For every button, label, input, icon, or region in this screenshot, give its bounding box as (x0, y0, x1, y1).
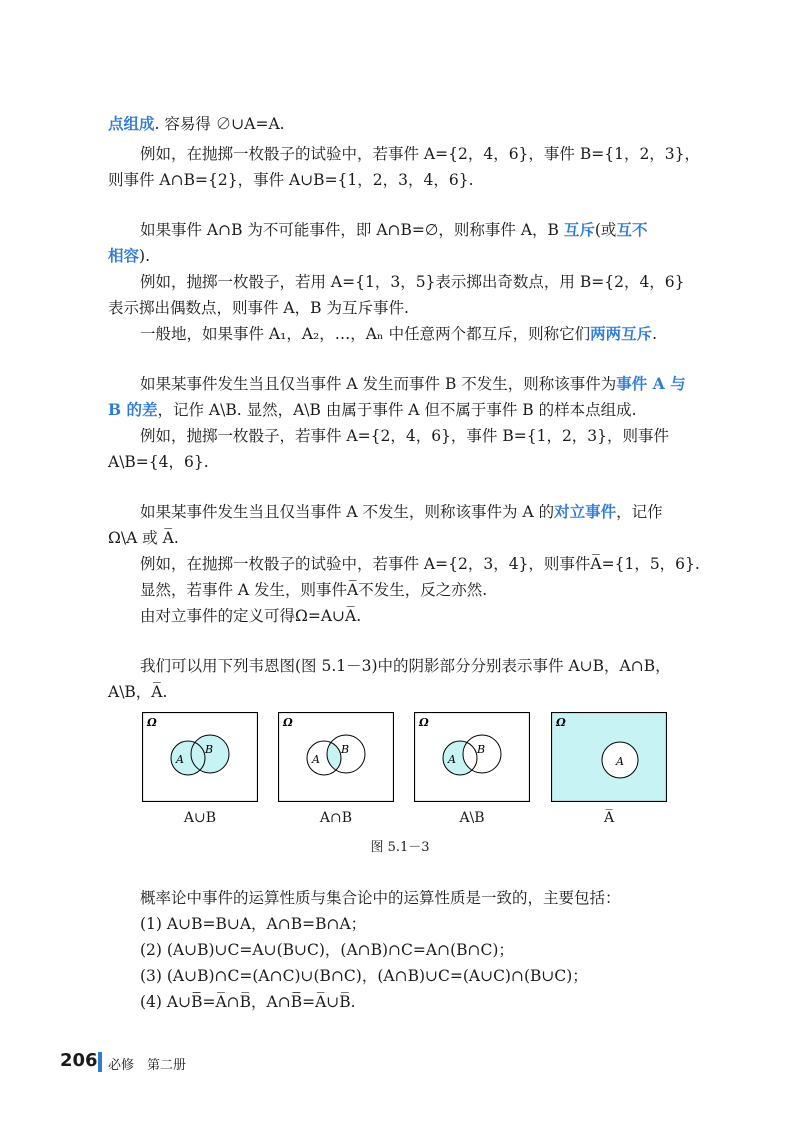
set-a-label: A (616, 755, 624, 768)
text-line (108, 112, 708, 134)
text-line: 例如，抛掷一枚骰子，若事件 A={2，4，6}，事件 B={1，2，3}，则事件 (140, 427, 670, 445)
text-span: 如果某事件发生当且仅当事件 A 不发生，则称该事件为 A 的 (140, 503, 555, 521)
venn-label-complement: A̅ (603, 810, 615, 826)
figure-caption: 图 5.1－3 (370, 840, 430, 855)
venn-difference (414, 712, 530, 802)
text-line: A\B，A̅. (108, 683, 168, 701)
text-line: 由对立事件的定义可得Ω=A∪A̅. (140, 607, 362, 625)
text-span: 如果某事件发生当且仅当事件 A 发生而事件 B 不发生，则称该事件为 (140, 375, 617, 393)
term-highlight: 对立事件 (554, 502, 617, 521)
text-span: . 容易得 ∅∪A=A. (154, 115, 285, 133)
set-a-label: A (176, 753, 184, 766)
text-span: ，记作 (616, 503, 663, 521)
venn-label-intersection: A∩B (319, 810, 353, 826)
text-span: (或 (594, 221, 617, 239)
venn-label-difference: A\B (459, 810, 485, 826)
text-span: 如果事件 A∩B 为不可能事件，即 A∩B=∅，则称事件 A，B (140, 221, 564, 239)
text-line (140, 322, 740, 344)
term-highlight: 两两互斥 (590, 324, 653, 343)
venn-union (142, 712, 258, 802)
property-2: (2) (A∪B)∪C=A∪(B∪C)，(A∩B)∩C=A∩(B∩C)； (140, 941, 514, 959)
set-b-label: B (477, 743, 486, 756)
property-1: (1) A∪B=B∪A，A∩B=B∩A； (140, 915, 367, 933)
omega-label: Ω (147, 716, 157, 729)
term-highlight: 相容 (108, 246, 140, 265)
text-line (140, 372, 740, 394)
omega-label: Ω (283, 716, 293, 729)
term-highlight: B 的差 (108, 400, 158, 419)
text-line: 例如，抛掷一枚骰子，若用 A={1，3，5}表示掷出奇数点，用 B={2，4，6} (140, 273, 685, 291)
page-number-bar (98, 1052, 102, 1072)
set-a-label: A (448, 753, 456, 766)
text-line: A\B={4，6}. (108, 453, 209, 471)
term-highlight: 点组成 (108, 114, 155, 133)
text-line: 例如，在抛掷一枚骰子的试验中，若事件 A={2，4，6}，事件 B={1，2，3}， (140, 145, 701, 163)
book-title: 必修 第二册 (108, 1058, 187, 1073)
term-highlight: 互斥 (563, 220, 595, 239)
text-line (140, 218, 740, 240)
venn-label-union: A∪B (183, 810, 217, 826)
text-line: 例如，在抛掷一枚骰子的试验中，若事件 A={2，3，4}，则事件A̅={1，5，6}. (140, 555, 700, 573)
text-line: 则事件 A∩B={2}，事件 A∪B={1，2，3，4，6}. (108, 171, 474, 189)
text-line: 概率论中事件的运算性质与集合论中的运算性质是一致的，主要包括： (140, 889, 621, 907)
property-3: (3) (A∪B)∩C=(A∩C)∪(B∩C)，(A∩B)∪C=(A∪C)∩(B∪C)； (140, 967, 588, 985)
omega-label: Ω (556, 716, 566, 729)
text-line: 表示掷出偶数点，则事件 A，B 为互斥事件. (108, 299, 409, 317)
set-b-label: B (341, 743, 350, 756)
omega-label: Ω (419, 716, 429, 729)
text-span: ). (139, 247, 150, 265)
text-line: Ω\A 或 A̅. (108, 529, 179, 547)
venn-intersection (278, 712, 394, 802)
text-line (140, 500, 740, 522)
property-4: (4) A∪B̅̅̅̅=A̅∩B̅，A∩B̅̅̅̅=A̅∪B̅. (140, 993, 356, 1011)
text-line (108, 244, 708, 266)
text-span: . (652, 325, 658, 343)
term-highlight: 事件 A 与 (616, 374, 686, 393)
text-span: 一般地，如果事件 A₁，A₂，…，Aₙ 中任意两个都互斥，则称它们 (140, 325, 591, 343)
page-number: 206 (60, 1050, 98, 1071)
set-a-label: A (312, 753, 320, 766)
text-span: ，记作 A\B. 显然，A\B 由属于事件 A 但不属于事件 B 的样本点组成. (157, 401, 637, 419)
venn-complement (551, 712, 667, 802)
term-highlight: 互不 (616, 220, 648, 239)
set-b-label: B (205, 743, 214, 756)
text-line: 我们可以用下列韦恩图(图 5.1－3)中的阴影部分分别表示事件 A∪B，A∩B， (140, 657, 671, 675)
text-line (108, 398, 708, 420)
text-line: 显然，若事件 A 发生，则事件A̅不发生，反之亦然. (140, 581, 488, 599)
